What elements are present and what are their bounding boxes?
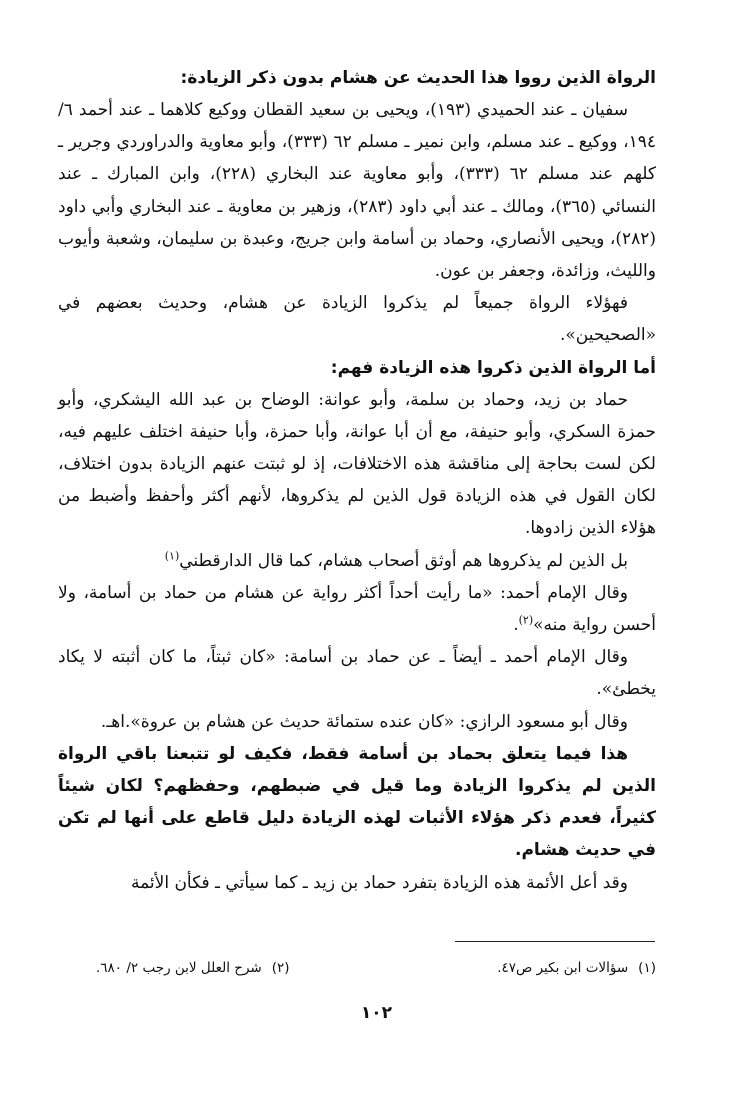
- paragraph-ahmad-quote-end: .: [513, 615, 519, 636]
- footnote-1: [497, 957, 656, 979]
- paragraph-ahmad-second-quote: وقال الإمام أحمد ـ أيضاً ـ عن حماد بن أسامة: «كان ثبتاً، ما كان أثبته لا يكاد يخطئ».: [58, 647, 656, 700]
- footnote-2-text: شرح العلل لابن رجب ٢/ ٦٨٠.: [96, 960, 262, 976]
- page-body: [58, 62, 656, 899]
- footnote-1-number: (١): [638, 960, 656, 976]
- section-heading-narrators-with-addition: أما الرواة الذين ذكروا هذه الزيادة فهم:: [330, 357, 656, 378]
- paragraph-continuation: وقد أعل الأئمة هذه الزيادة بتفرد حماد بن زيد ـ كما سيأتي ـ فكأن الأئمة: [130, 872, 628, 893]
- paragraph-abu-masud-quote: وقال أبو مسعود الرازي: «كان عنده ستمائة حديث عن هشام بن عروة».اهـ.: [100, 711, 628, 732]
- footnote-divider: [455, 941, 655, 942]
- page-number: ١٠٢: [360, 1003, 393, 1023]
- footnote-mark-1: (١): [164, 548, 180, 562]
- paragraph-ahmad-quote-text: وقال الإمام أحمد: «ما رأيت أحداً أكثر رواية عن هشام من حماد بن أسامة، ولا أحسن رواية منه»: [58, 582, 656, 636]
- paragraph-addition-narrators: حماد بن زيد، وحماد بن سلمة، وأبو عوانة: الوضاح بن عبد الله اليشكري، وأبو حمزة السكري، وأبو حنيفة، مع أن أبا عوانة، وأبا حمزة، وأبا حنيفة اختلف عليهم فيه، لكن لست بحاجة إلى مناقشة هذه الاختلافات، إذ لو ثبتت عنهم الزيادة بدون اختلاف، لكان القول في هذه الزيادة قول الذين لم يذكروها، لأنهم أكثر وأحفظ وأضبط من هؤلاء الذين زادوها.: [58, 389, 656, 539]
- footnotes: [96, 957, 656, 979]
- section-heading-narrators-without-addition: الرواة الذين رووا هذا الحديث عن هشام بدون ذكر الزيادة:: [180, 68, 656, 88]
- paragraph-conclusion: هذا فيما يتعلق بحماد بن أسامة فقط، فكيف لو تتبعنا باقي الرواة الذين لم يذكروا الزيادة وما قيل في ضبطهم، وحفظهم؟ لكان شيئاً كثيراً، فعدم ذكر هؤلاء الأثبات لهذه الزيادة دليل قاطع على أنها لم تكن في حديث هشام.: [58, 743, 656, 861]
- paragraph-narrators-list: سفيان ـ عند الحميدي (١٩٣)، ويحيى بن سعيد القطان ووكيع كلاهما ـ عند أحمد ٦/ ١٩٤، ووكيع ـ عند مسلم، وابن نمير ـ مسلم ٦٢ (٣٣٣)، وأبو معاوية والدراوردي وجرير ـ كلهم عند مسلم ٦٢ (٣٣٣)، وأبو معاوية عند البخاري (٢٢٨)، وابن المبارك ـ عند النسائي (٣٦٥)، ومالك ـ عند أبي داود (٢٨٣)، وزهير بن معاوية ـ عند البخاري وأبي داود (٢٨٢)، ويحيى الأنصاري، وحماد بن أسامة وابن جريج، وعبدة بن سليمان، وشعبة وأيوب والليث، وزائدة، وجعفر بن عون.: [58, 100, 656, 282]
- footnote-2: [96, 957, 290, 979]
- paragraph-ahmad-quote: [58, 577, 656, 641]
- paragraph-daraqutni-text: بل الذين لم يذكروها هم أوثق أصحاب هشام، كما قال الدارقطني: [179, 550, 628, 571]
- footnote-1-text: سؤالات ابن بكير ص٤٧.: [497, 960, 629, 976]
- footnote-mark-2: (٢): [518, 613, 534, 627]
- paragraph-daraqutni: [58, 545, 656, 577]
- footnote-2-number: (٢): [271, 960, 290, 976]
- paragraph-summary: فهؤلاء الرواة جميعاً لم يذكروا الزيادة عن هشام، وحديث بعضهم في «الصحيحين».: [58, 293, 656, 346]
